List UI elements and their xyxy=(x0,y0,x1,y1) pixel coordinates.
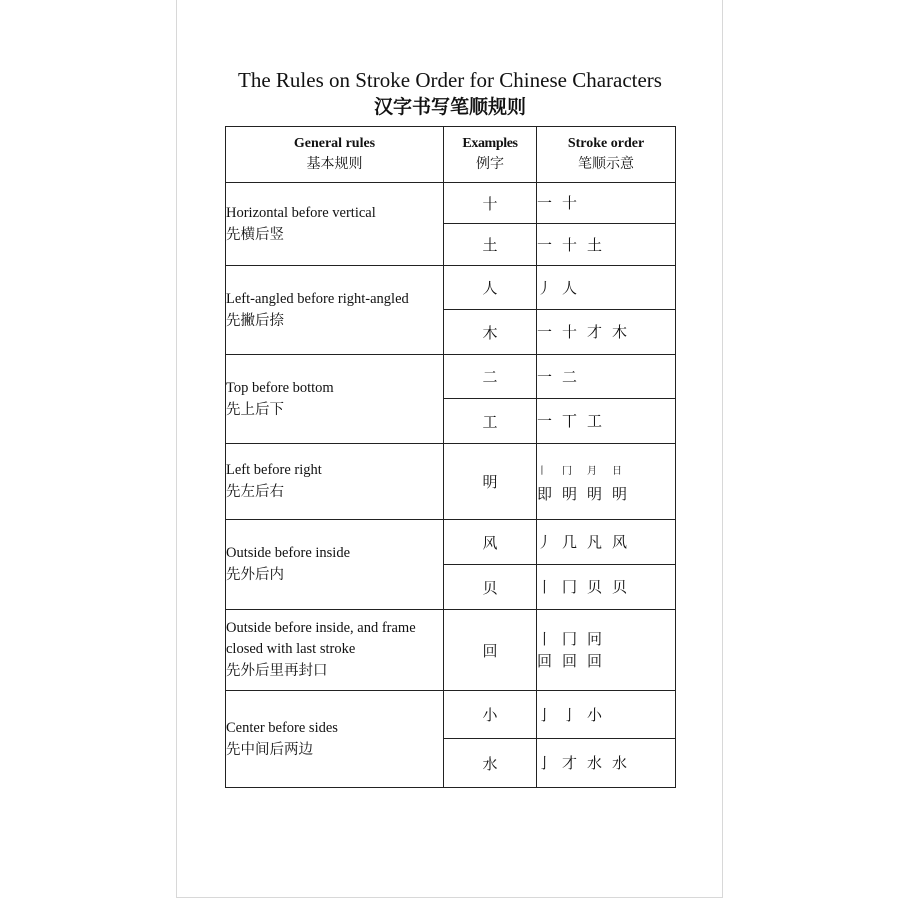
stroke-step: 明 xyxy=(587,485,603,503)
stroke-sequence xyxy=(537,321,675,343)
stroke-sequence xyxy=(537,752,675,774)
stroke-step: 回 xyxy=(587,652,603,670)
stroke-step: 亅 xyxy=(537,754,553,772)
stroke-step: 几 xyxy=(562,533,578,551)
stroke-step: 一 xyxy=(537,194,553,212)
stroke-step: 贝 xyxy=(612,578,628,596)
stroke-order-cell xyxy=(537,691,676,739)
rule-row xyxy=(226,691,676,739)
stroke-step: 小 xyxy=(587,705,603,724)
example-character: 十 xyxy=(444,183,537,224)
rule-cell xyxy=(226,183,444,266)
rule-row xyxy=(226,610,676,691)
example-character: 工 xyxy=(444,399,537,444)
stroke-step: 风 xyxy=(612,533,628,551)
stroke-step: 土 xyxy=(587,235,603,254)
stroke-sequence xyxy=(537,234,675,256)
stroke-order-cell xyxy=(537,224,676,266)
rule-row xyxy=(226,355,676,399)
stroke-step: 明 xyxy=(562,485,578,503)
stroke-step: 明 xyxy=(612,485,628,503)
stroke-step: 人 xyxy=(562,278,578,297)
stroke-order-cell xyxy=(537,565,676,610)
rule-chinese: 先横后竖 xyxy=(226,226,284,243)
example-character: 贝 xyxy=(444,565,537,610)
rule-row xyxy=(226,183,676,224)
rule-cell xyxy=(226,610,444,691)
example-character: 小 xyxy=(444,691,537,739)
header-examples xyxy=(444,127,537,183)
stroke-step: 回 xyxy=(537,652,553,670)
stroke-step: 十 xyxy=(562,323,578,341)
rule-english: Outside before inside xyxy=(226,545,351,561)
header-stroke-order xyxy=(537,127,676,183)
stroke-order-table xyxy=(225,126,676,788)
stroke-sequence xyxy=(537,576,675,598)
rule-cell xyxy=(226,355,444,444)
stroke-order-cell xyxy=(537,399,676,444)
stroke-order-cell xyxy=(537,610,676,691)
rule-chinese: 先外后里再封口 xyxy=(226,663,328,679)
stroke-step: 丨 xyxy=(537,578,553,596)
stroke-step: 一 xyxy=(537,412,553,430)
rule-chinese: 先撇后捺 xyxy=(226,312,284,329)
rule-english: Center before sides xyxy=(226,719,338,736)
header-example-en: Examples xyxy=(462,136,518,151)
header-general-rules xyxy=(226,127,444,183)
stroke-step: 即 xyxy=(537,485,553,503)
stroke-step: 工 xyxy=(587,412,603,430)
stroke-sequence xyxy=(537,192,675,214)
stroke-step: 一 xyxy=(537,367,553,386)
stroke-sequence xyxy=(537,410,675,432)
stroke-step: 一 xyxy=(537,235,553,254)
header-example-zh: 例字 xyxy=(476,156,504,172)
rule-chinese: 先外后内 xyxy=(226,567,284,583)
stroke-sequence xyxy=(537,650,675,672)
header-rule-en: General rules xyxy=(293,136,376,151)
stroke-step: 丿 xyxy=(537,533,553,551)
example-character: 木 xyxy=(444,310,537,355)
rule-english: Left before right xyxy=(226,462,322,478)
header-rule-zh: 基本规则 xyxy=(306,156,363,172)
stroke-order-cell xyxy=(537,355,676,399)
stroke-sequence xyxy=(537,483,675,505)
example-character: 土 xyxy=(444,224,537,266)
stroke-step: 才 xyxy=(562,754,578,772)
stroke-step: 贝 xyxy=(587,578,603,596)
example-character: 明 xyxy=(444,444,537,520)
stroke-order-cell xyxy=(537,310,676,355)
header-order-zh: 笔顺示意 xyxy=(578,156,634,172)
stroke-step: 冂 xyxy=(562,630,578,648)
stroke-step: 回 xyxy=(562,652,578,670)
rule-row xyxy=(226,520,676,565)
header-row xyxy=(226,127,676,183)
rule-english: Outside before inside, and frame closed with last stroke xyxy=(226,620,416,657)
stroke-step: 日 xyxy=(612,466,622,477)
stroke-step: 亅 xyxy=(562,705,578,724)
example-character: 水 xyxy=(444,739,537,788)
stroke-sequence xyxy=(537,277,675,299)
rule-chinese: 先中间后两边 xyxy=(226,741,313,758)
rule-chinese: 先上后下 xyxy=(226,401,284,418)
stroke-step: 十 xyxy=(562,235,578,254)
example-character: 人 xyxy=(444,266,537,310)
title-english: The Rules on Stroke Order for Chinese Characters xyxy=(238,68,662,92)
stroke-step: 一 xyxy=(537,323,553,341)
example-character: 回 xyxy=(444,610,537,691)
stroke-step: 丨 xyxy=(537,630,553,648)
stroke-sequence xyxy=(537,531,675,553)
rules-body xyxy=(226,183,676,788)
stroke-step: 冂 xyxy=(562,466,572,477)
stroke-sequence xyxy=(537,366,675,388)
rule-cell xyxy=(226,444,444,520)
example-character: 二 xyxy=(444,355,537,399)
rule-english: Horizontal before vertical xyxy=(226,204,376,221)
rule-row xyxy=(226,444,676,520)
stroke-order-cell xyxy=(537,444,676,520)
rule-row xyxy=(226,266,676,310)
stroke-step: 丨 xyxy=(537,466,547,477)
stroke-step: 冋 xyxy=(587,630,603,648)
rule-cell xyxy=(226,266,444,355)
stroke-step: 月 xyxy=(587,466,597,477)
stroke-order-cell xyxy=(537,266,676,310)
stroke-step: 水 xyxy=(612,754,628,772)
stroke-step: 十 xyxy=(562,194,578,212)
stroke-step: 凡 xyxy=(587,533,603,551)
stroke-step: 木 xyxy=(612,323,628,341)
stroke-order-cell xyxy=(537,520,676,565)
header-order-en: Stroke order xyxy=(567,136,645,151)
rule-chinese: 先左后右 xyxy=(226,484,284,500)
stroke-order-cell xyxy=(537,739,676,788)
stroke-step: 水 xyxy=(587,754,603,772)
stroke-step: 亅 xyxy=(537,705,553,724)
rule-cell xyxy=(226,691,444,788)
rule-cell xyxy=(226,520,444,610)
example-character: 风 xyxy=(444,520,537,565)
rule-english: Left-angled before right-angled xyxy=(226,290,409,307)
stroke-step: 丿 xyxy=(537,278,553,297)
stroke-sequence xyxy=(537,704,675,726)
stroke-step: 冂 xyxy=(562,578,578,596)
stroke-sequence xyxy=(537,458,675,483)
title-chinese: 汉字书写笔顺规则 xyxy=(373,96,526,118)
stroke-step: 二 xyxy=(562,367,578,386)
stroke-sequence xyxy=(537,628,675,650)
rule-english: Top before bottom xyxy=(226,379,334,396)
stroke-order-cell xyxy=(537,183,676,224)
stroke-step: 丅 xyxy=(562,412,578,430)
stroke-step: 才 xyxy=(587,323,603,341)
